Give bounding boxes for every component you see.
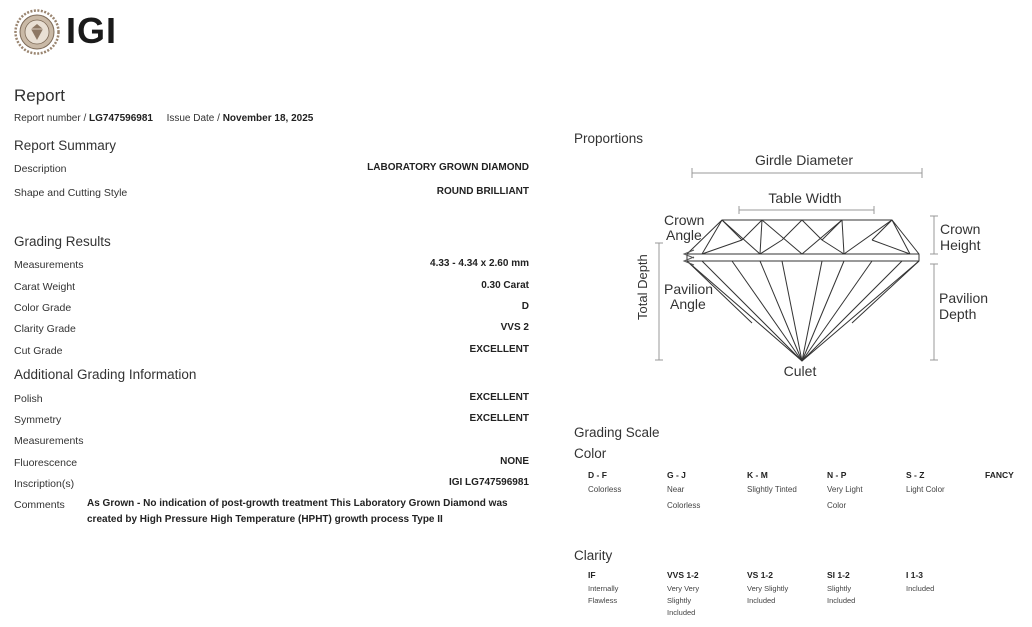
color-scale-desc: Near bbox=[667, 485, 685, 494]
clarity-scale-code: I 1-3 bbox=[906, 570, 924, 580]
color-scale-desc: Slightly Tinted bbox=[747, 485, 797, 494]
pavilion-angle-label-line1: Pavilion bbox=[664, 281, 714, 297]
clarity-scale-item bbox=[667, 570, 737, 619]
color-scale-item bbox=[747, 470, 822, 498]
proportions-heading: Proportions bbox=[574, 131, 644, 146]
color-scale-code: FANCY bbox=[985, 470, 1014, 480]
report-number-value: LG747596981 bbox=[89, 113, 153, 124]
color-scale-desc-line2: Colorless bbox=[667, 501, 701, 510]
measurements-value: 4.33 - 4.34 x 2.60 mm bbox=[430, 258, 529, 269]
pavilion-angle-label-line2: Angle bbox=[670, 296, 706, 312]
symmetry-label: Symmetry bbox=[14, 414, 62, 426]
page-title: Report bbox=[14, 86, 66, 105]
crown-angle-label-line2: Angle bbox=[666, 227, 702, 243]
diamond-proportions-diagram bbox=[632, 148, 989, 388]
color-grade-label: Color Grade bbox=[14, 302, 72, 314]
color-scale-code: K - M bbox=[747, 470, 768, 480]
carat-weight-label: Carat Weight bbox=[14, 281, 76, 293]
igi-logo-text: IGI bbox=[66, 10, 118, 51]
color-scale-heading: Color bbox=[574, 446, 607, 461]
clarity-scale-desc-line2: Flawless bbox=[588, 596, 618, 605]
color-scale-code: N - P bbox=[827, 470, 847, 480]
shape-label: Shape and Cutting Style bbox=[14, 187, 128, 199]
color-scale-item bbox=[827, 470, 897, 514]
polish-label: Polish bbox=[14, 393, 43, 405]
clarity-scale-desc-line2: Slightly bbox=[667, 596, 692, 605]
culet-label: Culet bbox=[783, 363, 817, 379]
additional-measurements-label: Measurements bbox=[14, 435, 84, 447]
issue-date-value: November 18, 2025 bbox=[222, 113, 314, 124]
grading-scale-heading: Grading Scale bbox=[574, 425, 660, 440]
color-scale-code: D - F bbox=[588, 470, 607, 480]
clarity-scale-desc-line2: Included bbox=[747, 596, 776, 605]
inscription-label: Inscription(s) bbox=[14, 478, 75, 490]
polish-value: EXCELLENT bbox=[469, 392, 529, 403]
description-value: LABORATORY GROWN DIAMOND bbox=[367, 162, 529, 173]
color-scale-desc: Light Color bbox=[906, 485, 945, 494]
comments-value: As Grown - No indication of post-growth treatment This Laboratory Grown Diamond was created by High Pressure High Temperature (HPHT) growth process Type II bbox=[87, 498, 508, 525]
clarity-scale-item bbox=[747, 570, 822, 607]
clarity-scale-code: VVS 1-2 bbox=[667, 570, 699, 580]
report-summary-heading: Report Summary bbox=[14, 138, 117, 153]
clarity-scale-desc: Included bbox=[906, 584, 935, 593]
color-scale-item bbox=[906, 470, 976, 498]
clarity-scale-code: SI 1-2 bbox=[827, 570, 850, 580]
clarity-scale-desc-line2: Included bbox=[827, 596, 856, 605]
color-scale-code: S - Z bbox=[906, 470, 925, 480]
cut-grade-label: Cut Grade bbox=[14, 345, 63, 357]
report-meta bbox=[14, 113, 313, 124]
color-scale-code: G - J bbox=[667, 470, 686, 480]
clarity-scale-item bbox=[588, 570, 648, 607]
shape-value: ROUND BRILLIANT bbox=[436, 186, 529, 197]
color-scale-item bbox=[588, 470, 648, 498]
clarity-scale-desc-line3: Included bbox=[667, 608, 696, 617]
color-grade-value: D bbox=[521, 301, 529, 312]
issue-date-label: Issue Date / bbox=[166, 113, 220, 124]
measurements-label: Measurements bbox=[14, 259, 84, 271]
clarity-scale-code: VS 1-2 bbox=[747, 570, 773, 580]
clarity-grade-value: VVS 2 bbox=[500, 322, 529, 333]
clarity-scale-desc: Internally bbox=[588, 584, 619, 593]
additional-info-heading: Additional Grading Information bbox=[14, 367, 197, 382]
carat-weight-value: 0.30 Carat bbox=[481, 280, 529, 291]
inscription-value: IGI LG747596981 bbox=[448, 477, 529, 488]
clarity-scale-item bbox=[827, 570, 897, 607]
comments-label: Comments bbox=[14, 499, 65, 511]
clarity-scale-desc: Very Slightly bbox=[747, 584, 789, 593]
clarity-scale-desc: Very Very bbox=[667, 584, 700, 593]
report-number-label: Report number / bbox=[14, 113, 87, 124]
clarity-scale-code: IF bbox=[588, 570, 596, 580]
color-scale-desc-line2: Color bbox=[827, 501, 847, 510]
clarity-scale-item bbox=[906, 570, 976, 595]
crown-angle-label-line1: Crown bbox=[664, 212, 705, 228]
pavilion-depth-label-line1: Pavilion bbox=[939, 290, 989, 306]
cut-grade-value: EXCELLENT bbox=[469, 344, 529, 355]
clarity-scale-heading: Clarity bbox=[574, 548, 613, 563]
total-depth-label: Total Depth bbox=[635, 254, 650, 320]
fluorescence-value: NONE bbox=[500, 456, 529, 467]
color-scale-desc: Colorless bbox=[588, 485, 622, 494]
fluorescence-label: Fluorescence bbox=[14, 457, 78, 469]
igi-seal-icon bbox=[14, 9, 60, 55]
pavilion-depth-label-line2: Depth bbox=[939, 306, 977, 322]
table-width-label: Table Width bbox=[768, 190, 842, 206]
clarity-grade-label: Clarity Grade bbox=[14, 323, 76, 335]
symmetry-value: EXCELLENT bbox=[469, 413, 529, 424]
clarity-scale-desc: Slightly bbox=[827, 584, 852, 593]
color-scale-item bbox=[667, 470, 737, 514]
crown-height-label-line1: Crown bbox=[940, 221, 981, 237]
color-scale-item bbox=[985, 470, 1025, 480]
crown-height-label-line2: Height bbox=[940, 237, 981, 253]
grading-results-heading: Grading Results bbox=[14, 234, 111, 249]
girdle-diameter-label: Girdle Diameter bbox=[754, 152, 854, 168]
color-scale-desc: Very Light bbox=[827, 485, 863, 494]
description-label: Description bbox=[14, 163, 67, 175]
